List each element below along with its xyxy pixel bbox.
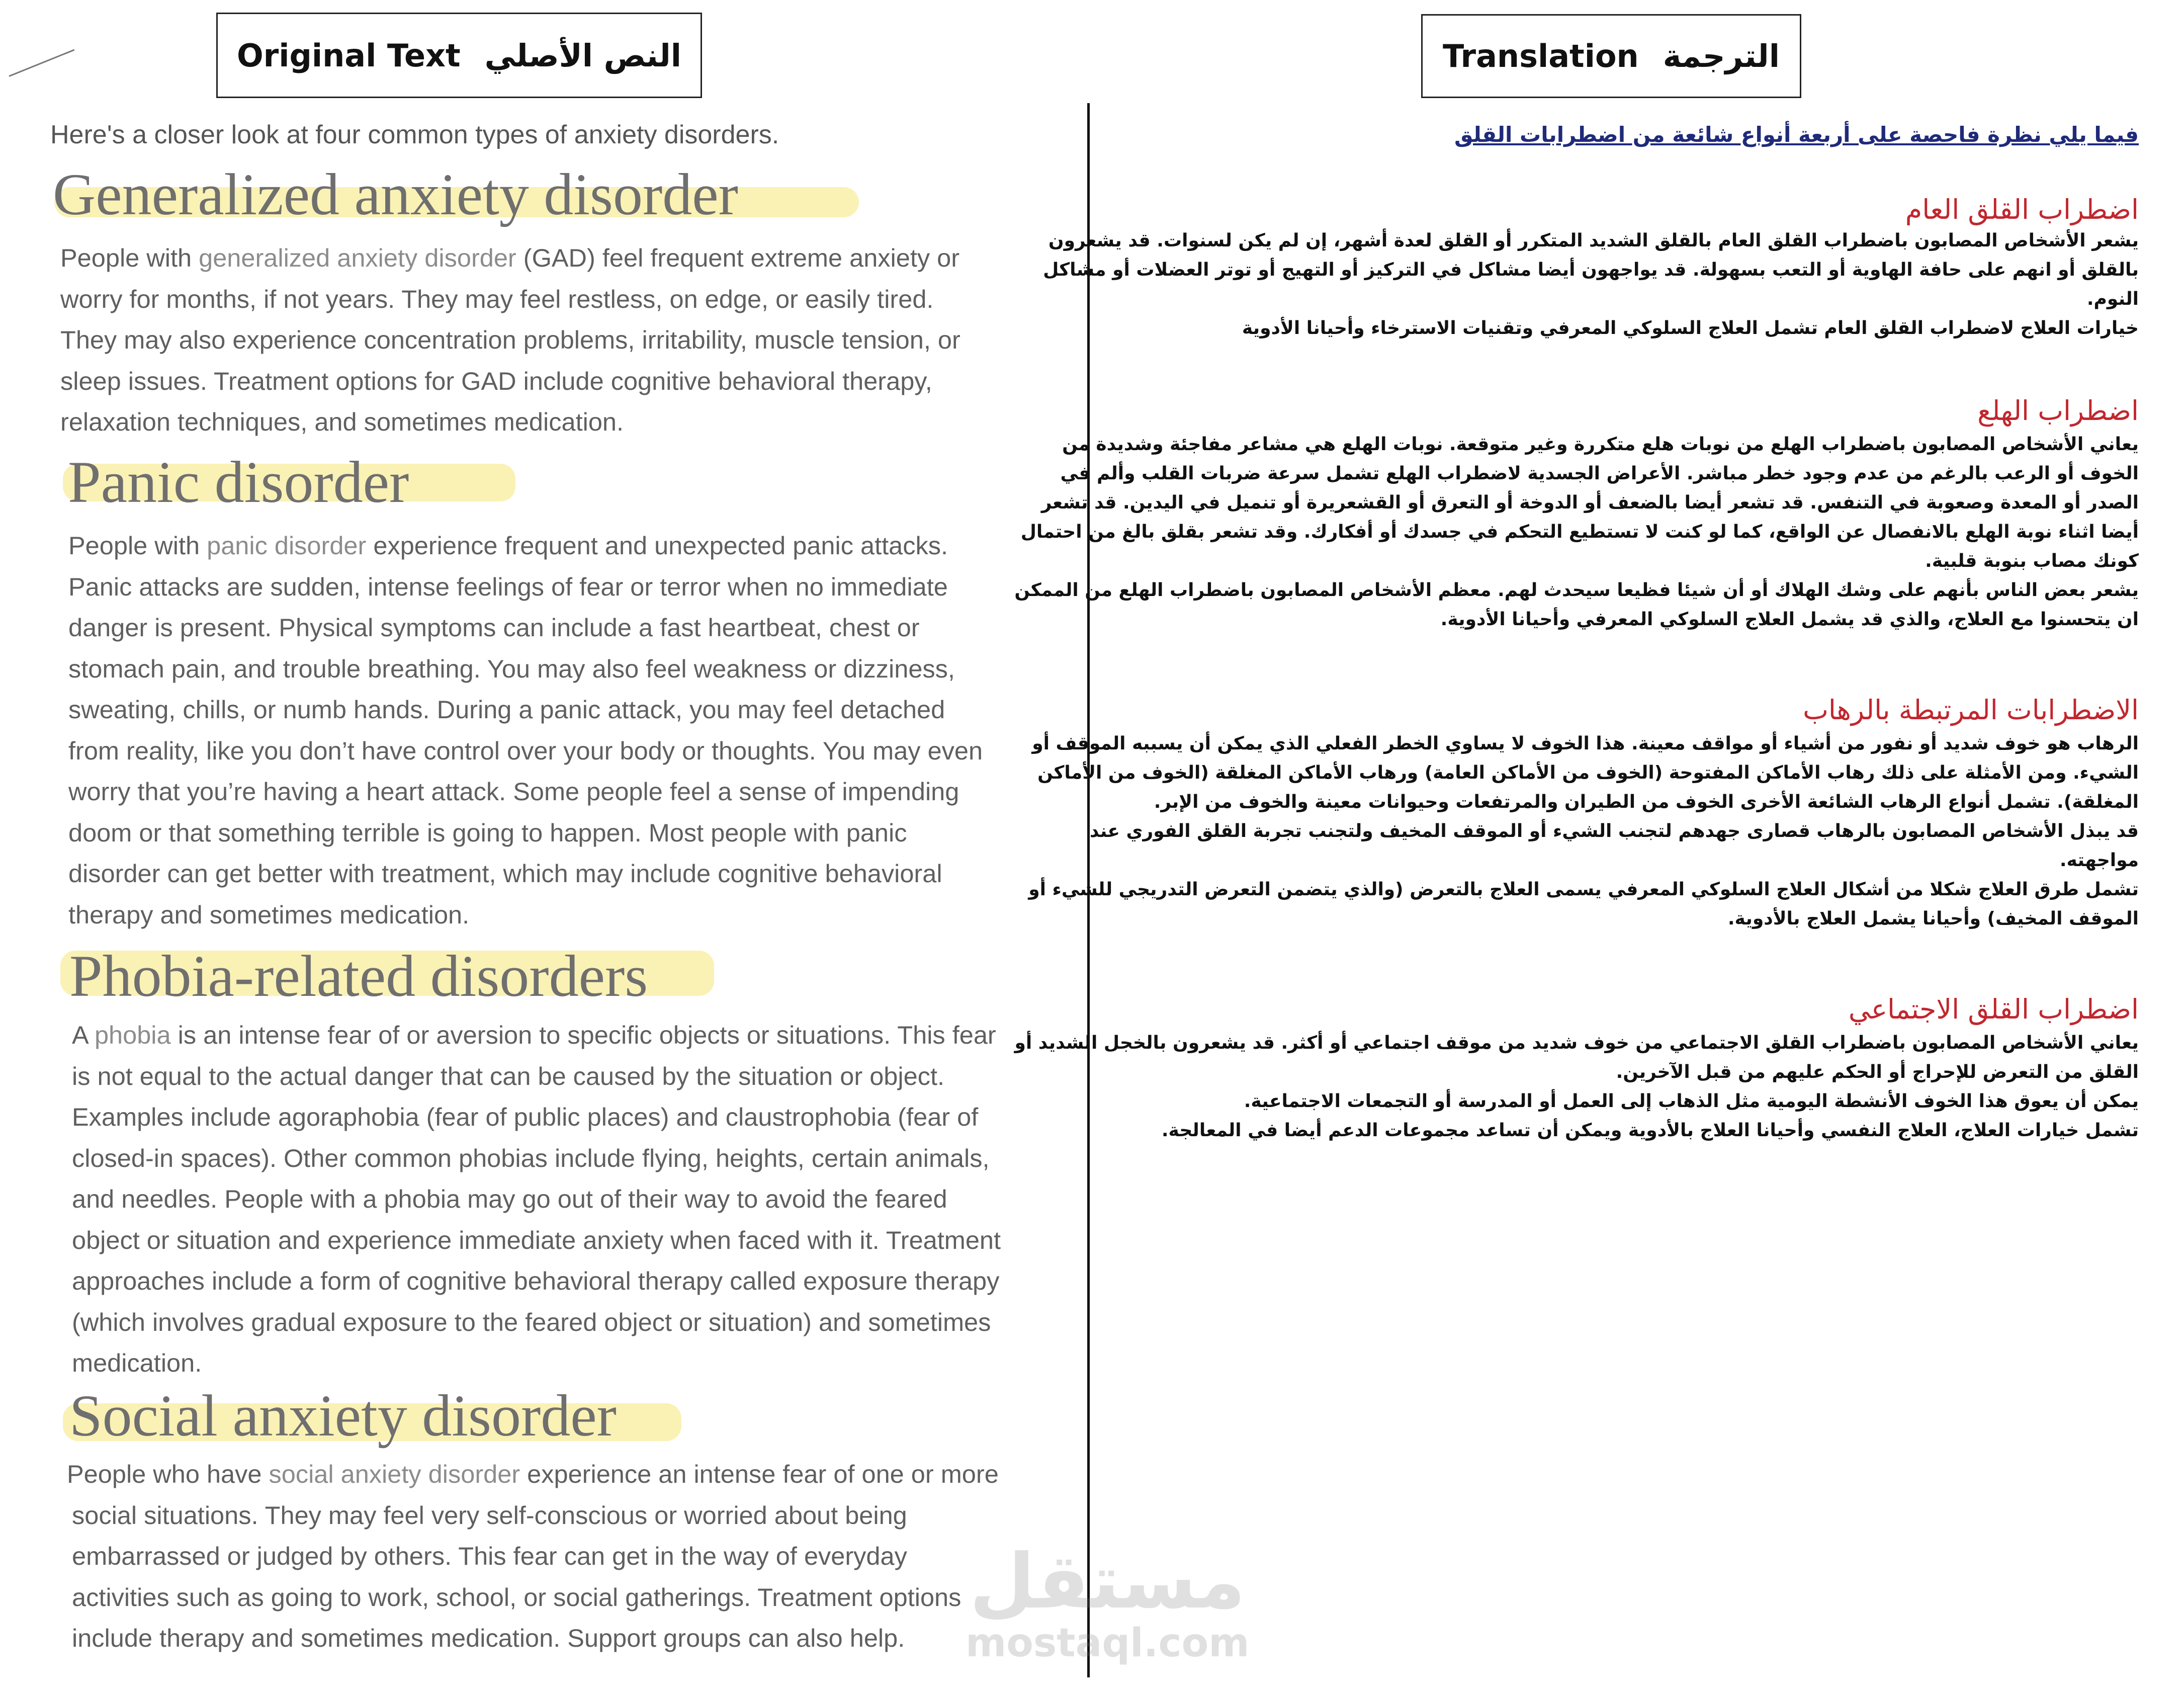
translation-line: النوم. [2086, 289, 2139, 309]
paragraph-line: doom or that something terrible is going to happen. Most people with panic [68, 818, 907, 847]
original-text-header-ar: النص الأصلي [484, 37, 682, 74]
mostaql-watermark [966, 1538, 1250, 1666]
paragraph-line: worry for months, if not years. They may feel restless, on edge, or easily tired. [60, 284, 934, 313]
translation-paragraph-phobia-related [1028, 729, 2139, 934]
scan-pen-mark [9, 49, 74, 77]
paragraph-line: embarrassed or judged by others. This fear can get in the way of everyday [72, 1542, 907, 1570]
translation-line: مواجهته. [2059, 850, 2139, 871]
paragraph-line: They may also experience concentration problems, irritability, muscle tension, or [60, 325, 960, 354]
translation-line: قد يبذل الأشخاص المصابون بالرهاب قصارى جهدهم لتجنب الشيء أو الموقف المخيف ولتجنب تجربة القلق الفوري عند [1089, 821, 2139, 841]
translation-line: تشمل خيارات العلاج، العلاج النفسي وأحيانا العلاج بالأدوية ويمكن أن تساعد مجموعات الدعم أيضا في المعالجة. [1161, 1120, 2139, 1141]
term-panic-disorder: panic disorder [207, 531, 367, 560]
translation-line: الشيء. ومن الأمثلة على ذلك رهاب الأماكن المفتوحة (الخوف من الأماكن العامة) ورهاب الأماكن المغلقة (الخوف من الأماكن [1037, 763, 2139, 783]
paragraph-line: activities such as going to work, school, or social gatherings. Treatment options [72, 1582, 962, 1612]
translation-heading-generalized-anxiety: اضطراب القلق العام [1905, 194, 2139, 225]
heading-social-anxiety: Social anxiety disorder [69, 1383, 617, 1449]
translation-line: يعاني الأشخاص المصابون باضطراب الهلع من نوبات هلع متكررة وغير متوقعة. نوبات الهلع هي مشاعر مفاجئة وشديدة من [1062, 434, 2139, 455]
translation-header-en: Translation [1443, 38, 1639, 74]
paragraph-line: closed-in spaces). Other common phobias include flying, heights, certain animals, [72, 1143, 990, 1172]
paragraph-line: therapy and sometimes medication. [68, 900, 470, 929]
paragraph-line: Examples include agoraphobia (fear of public places) and claustrophobia (fear of [72, 1103, 979, 1131]
translation-paragraph-social-anxiety [1015, 1029, 2139, 1145]
paragraph-line: stomach pain, and trouble breathing. You may also feel weakness or dizziness, [68, 654, 955, 683]
paragraph-line: People with generalized anxiety disorder (GAD) feel frequent extreme anxiety or [60, 243, 960, 272]
translation-line: يعاني الأشخاص المصابون باضطراب القلق الاجتماعي من خوف شديد من موقف اجتماعي أو أكثر. قد يشعرون بالخجل الشديد أو [1014, 1033, 2139, 1053]
paragraph-line: is not equal to the actual danger that can be caused by the situation or object. [72, 1061, 945, 1090]
paragraph-line: danger is present. Physical symptoms can include a fast heartbeat, chest or [68, 613, 920, 642]
paragraph-line: Panic attacks are sudden, intense feelings of fear or terror when no immediate [68, 572, 948, 601]
translation-heading-phobia-related: الاضطرابات المرتبطة بالرهاب [1803, 694, 2139, 726]
heading-phobia-related: Phobia-related disorders [69, 943, 648, 1009]
paragraph-line: approaches include a form of cognitive behavioral therapy called exposure therapy [72, 1266, 1000, 1295]
paragraph-line: medication. [72, 1348, 202, 1377]
original-text-header-en: Original Text [236, 37, 461, 74]
paragraph-line: object or situation and experience immediate anxiety when faced with it. Treatment [72, 1225, 1001, 1254]
paragraph-line: from reality, like you don’t have control over your body or thoughts. You may even [68, 736, 983, 765]
translation-intro: فيما يلي نظرة فاحصة على أربعة أنواع شائعة من اضطرابات القلق [1454, 122, 2139, 147]
original-text-header [216, 13, 702, 98]
term-phobia: phobia [94, 1021, 171, 1049]
translation-line: كونك مصاب بنوبة قلبية. [1925, 551, 2139, 571]
paragraph-line: include therapy and sometimes medication. Support groups can also help. [72, 1624, 905, 1652]
watermark-ar: مستقل [969, 1538, 1246, 1626]
translation-line: الرهاب هو خوف شديد أو نفور من أشياء أو مواقف معينة. هذا الخوف لا يساوي الخطر الفعلي الذي يمكن أن يسببه الموقف أو [1032, 733, 2139, 754]
heading-generalized-anxiety: Generalized anxiety disorder [53, 161, 738, 227]
translation-line: أيضا اثناء نوبة الهلع بالانفصال عن الواقع، كما لو كنت لا تستطيع التحكم في جسدك أو أفكارك. وقد تشعر بقلق بالغ من احتمال [1020, 522, 2139, 542]
translation-header [1421, 14, 1801, 98]
term-social-anxiety: social anxiety disorder [269, 1460, 520, 1488]
translation-line: ان يتحسنوا مع العلاج، والذي قد يشمل العلاج السلوكي المعرفي وأحيانا الأدوية. [1440, 609, 2139, 630]
translation-line: بالقلق أو انهم على حافة الهاوية أو التعب بسهولة. قد يواجهون أيضا مشاكل في التركيز أو التهيج أو توتر العضلات أو مشاكل [1043, 260, 2139, 280]
paragraph-line: and needles. People with a phobia may go out of their way to avoid the feared [72, 1185, 947, 1213]
translation-paragraph-generalized-anxiety [1043, 226, 2139, 343]
translation-line: المغلقة). تشمل أنواع الرهاب الشائعة الأخرى الخوف من الطيران والمرتفعات وحيوانات معينة والخوف من الإبر. [1154, 792, 2139, 812]
paragraph-line: (which involves gradual exposure to the feared object or situation) and sometimes [72, 1307, 991, 1336]
translation-line: تشمل طرق العلاج شكلا من أشكال العلاج السلوكي المعرفي يسمى العلاج بالتعرض (والذي يتضمن التعرض التدريجي للشيء أو [1028, 879, 2139, 900]
paragraph-social-anxiety [67, 1454, 999, 1659]
paragraph-line: sleep issues. Treatment options for GAD include cognitive behavioral therapy, [60, 366, 932, 395]
paragraph-line: People who have social anxiety disorder experience an intense fear of one or more [67, 1460, 999, 1488]
paragraph-line: A phobia is an intense fear of or aversion to specific objects or situations. This fear [72, 1021, 996, 1049]
term-gad: generalized anxiety disorder [199, 243, 516, 272]
paragraph-line: sweating, chills, or numb hands. During a panic attack, you may feel detached [68, 695, 945, 724]
translation-line: الصدر أو المعدة وصعوبة في التنفس. قد تشعر أيضا بالضعف أو الدوخة أو التعرق أو القشعريرة أو تنميل في اليدين. قد تشعر [1041, 492, 2139, 513]
paragraph-generalized-anxiety [60, 237, 960, 443]
original-intro: Here's a closer look at four common types of anxiety disorders. [50, 120, 779, 149]
translation-line: الموقف المخيف) وأحيانا يشمل العلاج بالأدوية. [1727, 908, 2139, 929]
translation-heading-panic-disorder: اضطراب الهلع [1977, 395, 2139, 427]
paragraph-panic-disorder [68, 525, 983, 935]
watermark-en: mostaql.com [966, 1621, 1250, 1666]
translation-line: الخوف أو الرعب بالرغم من عدم وجود خطر مباشر. الأعراض الجسدية لاضطراب الهلع تشمل سرعة ضربات القلب وألم في [1060, 463, 2139, 484]
translation-line: القلق من التعرض للإحراج أو الحكم عليهم من قبل الآخرين. [1616, 1062, 2139, 1082]
translation-heading-social-anxiety: اضطراب القلق الاجتماعي [1848, 993, 2139, 1025]
paragraph-line: social situations. They may feel very self-conscious or worried about being [72, 1500, 907, 1530]
translation-line: يمكن أن يعوق هذا الخوف الأنشطة اليومية مثل الذهاب إلى العمل أو المدرسة أو التجمعات الاجتماعية. [1244, 1091, 2139, 1112]
paragraph-line: People with panic disorder experience frequent and unexpected panic attacks. [68, 531, 948, 560]
paragraph-line: disorder can get better with treatment, which may include cognitive behavioral [68, 859, 942, 888]
paragraph-phobia-related [72, 1014, 1001, 1384]
paragraph-line: relaxation techniques, and sometimes medication. [60, 407, 624, 436]
heading-panic-disorder: Panic disorder [68, 449, 409, 515]
translation-line: يشعر بعض الناس بأنهم على وشك الهلاك أو أن شيئا فظيعا سيحدث لهم. معظم الأشخاص المصابون باضطراب الهلع من الممكن [1014, 580, 2139, 601]
translation-line: يشعر الأشخاص المصابون باضطراب القلق العام بالقلق الشديد المتكرر أو القلق لعدة أشهر، إن لم يكن لسنوات. قد يشعرون [1048, 230, 2139, 251]
translation-line: خيارات العلاج لاضطراب القلق العام تشمل العلاج السلوكي المعرفي وتقنيات الاسترخاء وأحيانا الأدوية [1242, 318, 2139, 339]
translation-paragraph-panic-disorder [1014, 430, 2139, 634]
paragraph-line: worry that you’re having a heart attack. Some people feel a sense of impending [68, 777, 959, 806]
translation-header-ar: الترجمة [1663, 38, 1780, 74]
